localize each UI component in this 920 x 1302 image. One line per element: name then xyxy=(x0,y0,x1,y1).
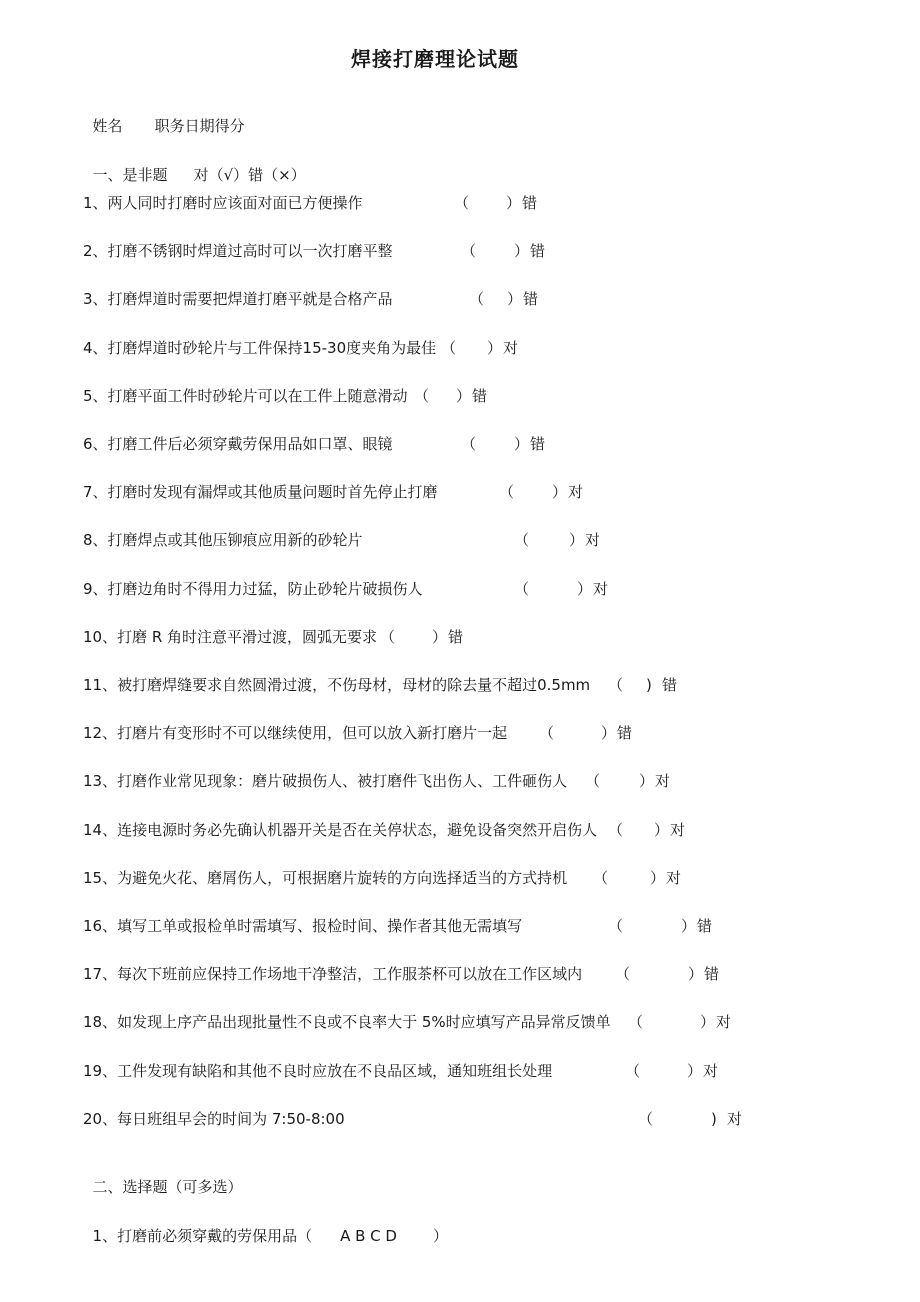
bracket-close: ） xyxy=(654,820,670,839)
bracket-close: ） xyxy=(569,531,585,550)
answer-mark: 错 xyxy=(472,386,488,405)
question-row xyxy=(83,434,843,454)
bracket-open: （ xyxy=(608,820,624,839)
name-label: 姓名 xyxy=(92,117,123,135)
choice-question xyxy=(83,1206,448,1246)
bracket-open: （ xyxy=(638,1109,654,1128)
question-text: 11、被打磨焊缝要求自然圆滑过渡，不伤母材，母材的除去量不超过0.5mm xyxy=(83,676,591,694)
question-row xyxy=(83,386,843,406)
question-row xyxy=(83,241,843,261)
question-text: 3、打磨焊道时需要把焊道打磨平就是合格产品 xyxy=(83,290,393,309)
question-text: 9、打磨边角时不得用力过猛，防止砂轮片破损伤人 xyxy=(83,579,423,598)
question-row xyxy=(83,1061,843,1081)
header-row xyxy=(83,96,245,136)
answer-blank[interactable] xyxy=(654,1109,711,1129)
bracket-close: ） xyxy=(577,579,593,598)
section-1-label: 一、是非题 xyxy=(92,166,168,184)
bracket-open: （ xyxy=(514,531,530,550)
bracket-open: （ xyxy=(625,1061,641,1080)
question-text: 16、填写工单或报检单时需填写、报检时间、操作者其他无需填写 xyxy=(83,917,523,935)
question-row xyxy=(83,1012,843,1032)
answer-mark: 对 xyxy=(727,1109,743,1128)
answer-mark: 对 xyxy=(670,820,686,839)
question-text: 2、打磨不锈钢时焊道过高时可以一次打磨平整 xyxy=(83,242,393,261)
answer-mark: 错 xyxy=(530,435,546,453)
question-row xyxy=(83,916,843,936)
bracket-close: ） xyxy=(432,627,448,646)
bracket-open: （ xyxy=(380,627,396,646)
bracket-open: （ xyxy=(628,1013,644,1032)
bracket-close: ） xyxy=(507,290,523,309)
bracket-open: （ xyxy=(615,965,631,984)
bracket-open: （ xyxy=(593,868,609,887)
answer-mark: 对 xyxy=(716,1013,732,1032)
answer-mark: 错 xyxy=(662,676,678,694)
bracket-open: （ xyxy=(461,435,477,453)
question-text: 18、如发现上序产品出现批量性不良或不良率大于 5%时应填写产品异常反馈单 xyxy=(83,1013,611,1032)
section-2-heading xyxy=(83,1157,243,1197)
bracket-open: （ xyxy=(514,579,530,598)
answer-blank[interactable] xyxy=(609,868,650,888)
bracket-open: （ xyxy=(441,338,457,357)
answer-blank[interactable] xyxy=(624,675,646,695)
answer-blank[interactable] xyxy=(530,579,577,599)
section-1-heading xyxy=(83,145,306,185)
bracket-close: ） xyxy=(432,1227,448,1245)
answer-blank[interactable] xyxy=(396,627,432,647)
question-row xyxy=(83,482,843,502)
bracket-close: ） xyxy=(688,965,704,984)
question-row xyxy=(83,868,843,888)
bracket-close: ） xyxy=(456,386,472,405)
bracket-close: ） xyxy=(514,242,530,261)
answer-blank[interactable] xyxy=(470,193,506,213)
answer-blank[interactable] xyxy=(477,241,514,261)
answer-blank[interactable] xyxy=(624,916,681,936)
question-text: 17、每次下班前应保持工作场地干净整洁，工作服茶杯可以放在工作区域内 xyxy=(83,965,583,984)
question-text: 13、打磨作业常见现象：磨片破损伤人、被打磨件飞出伤人、工件砸伤人 xyxy=(83,772,568,791)
answer-blank[interactable] xyxy=(601,771,639,791)
answer-blank[interactable] xyxy=(631,964,688,984)
question-text: 12、打磨片有变形时不可以继续使用，但可以放入新打磨片一起 xyxy=(83,724,508,743)
bracket-open: （ xyxy=(414,386,430,405)
question-row xyxy=(83,771,843,791)
bracket-open: （ xyxy=(608,676,624,694)
question-text: 19、工件发现有缺陷和其他不良时应放在不良品区域，通知班组长处理 xyxy=(83,1061,553,1080)
question-row xyxy=(83,289,843,309)
question-text: 14、连接电源时务必先确认机器开关是否在关停状态，避免设备突然开启伤人 xyxy=(83,820,598,839)
answer-mark: 错 xyxy=(522,194,538,212)
bracket-open: （ xyxy=(585,772,601,791)
info-label: 职务日期得分 xyxy=(154,117,245,135)
bracket-open: （ xyxy=(499,483,515,502)
answer-mark: 错 xyxy=(697,917,713,935)
answer-mark: 错 xyxy=(704,965,720,984)
answer-mark: 错 xyxy=(617,724,633,743)
question-text: 6、打磨工件后必须穿戴劳保用品如口罩、眼镜 xyxy=(83,435,393,453)
answer-blank[interactable] xyxy=(485,289,507,309)
answer-blank[interactable] xyxy=(430,386,456,406)
question-row xyxy=(83,193,843,213)
question-text: 7、打磨时发现有漏焊或其他质量问题时首先停止打磨 xyxy=(83,483,438,502)
answer-mark: 对 xyxy=(503,338,519,357)
bracket-close: ） xyxy=(552,483,568,502)
answer-blank[interactable] xyxy=(515,482,552,502)
answer-mark: 错 xyxy=(530,242,546,261)
bracket-close: ） xyxy=(639,772,655,791)
question-text: 4、打磨焊道时砂轮片与工件保持15-30度夹角为最佳 xyxy=(83,338,437,357)
question-row xyxy=(83,723,843,743)
question-row xyxy=(83,579,843,599)
answer-mark: 对 xyxy=(568,483,584,502)
answer-blank[interactable] xyxy=(477,434,514,454)
bracket-open: （ xyxy=(469,290,485,309)
question-text: 5、打磨平面工件时砂轮片可以在工件上随意滑动 xyxy=(83,386,408,405)
question-text: 20、每日班组早会的时间为 7:50-8:00 xyxy=(83,1109,345,1128)
section-1-instruction: 对（√）错（×） xyxy=(193,166,306,184)
question-row xyxy=(83,530,843,550)
section-2-label: 二、选择题（可多选） xyxy=(92,1178,243,1196)
bracket-close: ） xyxy=(487,338,503,357)
question-text: 1、打磨前必须穿戴的劳保用品（ xyxy=(92,1227,313,1245)
answer-mark: 对 xyxy=(593,579,609,598)
question-row xyxy=(83,627,843,647)
answer-field[interactable]: A B C D xyxy=(340,1227,397,1245)
question-text: 8、打磨焊点或其他压铆痕应用新的砂轮片 xyxy=(83,531,363,550)
bracket-open: （ xyxy=(539,724,555,743)
question-row xyxy=(83,820,843,840)
bracket-close: ） xyxy=(506,194,522,212)
answer-mark: 对 xyxy=(703,1061,719,1080)
answer-blank[interactable] xyxy=(641,1061,687,1081)
answer-mark: 错 xyxy=(448,627,464,646)
question-row xyxy=(83,675,843,695)
answer-blank[interactable] xyxy=(644,1012,700,1032)
answer-mark: 对 xyxy=(655,772,671,791)
question-row xyxy=(83,1109,843,1129)
answer-blank[interactable] xyxy=(555,723,601,743)
answer-mark: 对 xyxy=(666,868,682,887)
bracket-close: ） xyxy=(700,1013,716,1032)
question-row xyxy=(83,338,843,358)
bracket-close: ) xyxy=(711,1109,717,1128)
bracket-close: ） xyxy=(687,1061,703,1080)
answer-blank[interactable] xyxy=(624,820,654,840)
question-row xyxy=(83,964,843,984)
answer-blank[interactable] xyxy=(530,530,569,550)
bracket-close: ） xyxy=(514,435,530,453)
bracket-close: ） xyxy=(681,917,697,935)
bracket-open: （ xyxy=(461,242,477,261)
bracket-close: ） xyxy=(650,868,666,887)
answer-mark: 错 xyxy=(523,290,539,309)
question-text: 15、为避免火花、磨屑伤人，可根据磨片旋转的方向选择适当的方式持机 xyxy=(83,868,568,887)
bracket-close: ） xyxy=(601,724,617,743)
answer-mark: 对 xyxy=(585,531,601,550)
bracket-open: （ xyxy=(608,917,624,935)
bracket-open: （ xyxy=(454,194,470,212)
question-text: 10、打磨 R 角时注意平滑过渡，圆弧无要求 xyxy=(83,627,378,646)
answer-blank[interactable] xyxy=(457,338,487,358)
question-text: 1、两人同时打磨时应该面对面已方便操作 xyxy=(83,194,363,212)
page-title: 焊接打磨理论试题 xyxy=(351,47,519,71)
bracket-close: ) xyxy=(646,676,652,694)
